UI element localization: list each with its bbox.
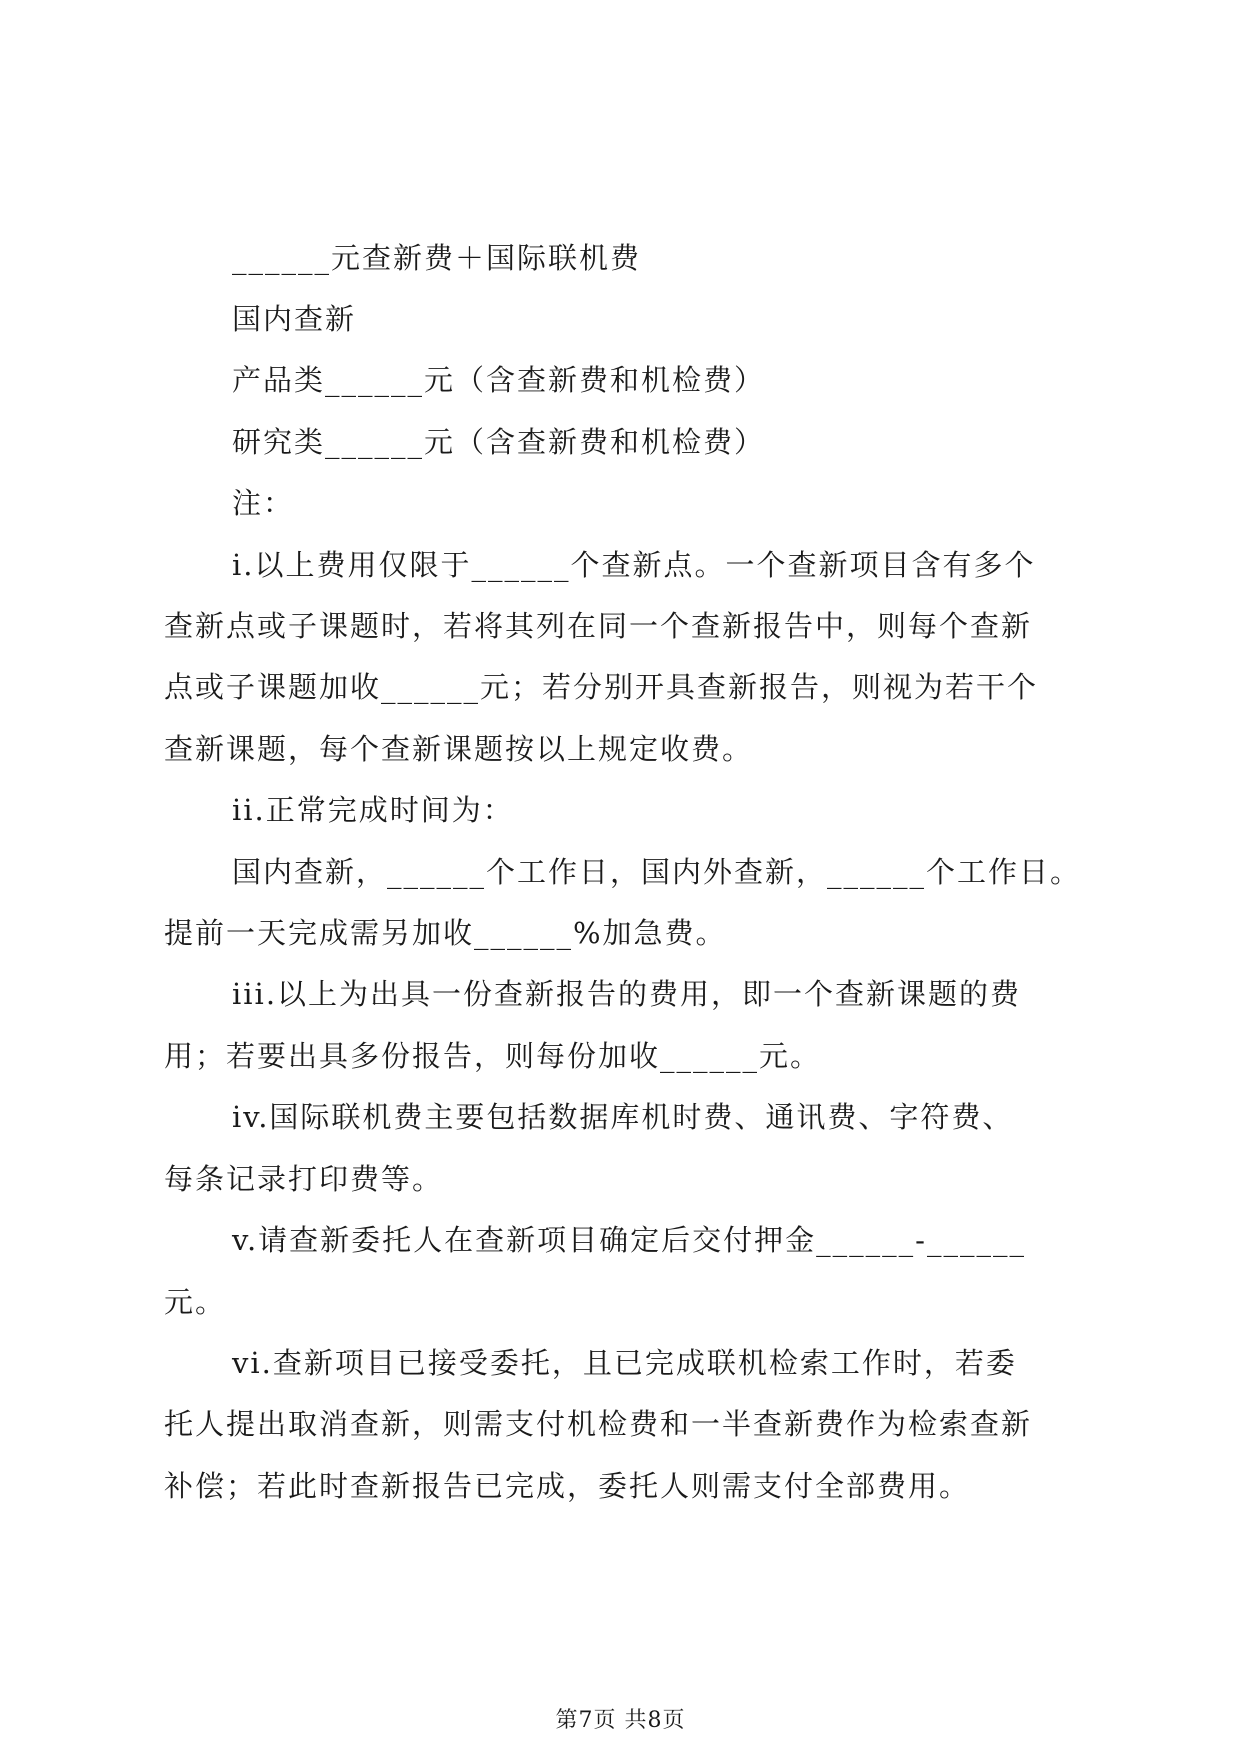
note-i-line-4: 查新课题，每个查新课题按以上规定收费。	[164, 732, 754, 766]
fee-line-research: 研究类______元（含查新费和机检费）	[232, 425, 766, 459]
note-ii-line-3: 提前一天完成需另加收______%加急费。	[164, 916, 727, 950]
note-i-line-3: 点或子课题加收______元；若分别开具查新报告，则视为若干个	[164, 670, 1039, 704]
note-ii-line-1: ii.正常完成时间为：	[232, 793, 514, 827]
note-iii-line-1: iii.以上为出具一份查新报告的费用，即一个查新课题的费	[232, 977, 1022, 1011]
note-iv-line-1: iv.国际联机费主要包括数据库机时费、通讯费、字符费、	[232, 1100, 1014, 1134]
note-v-line-1: v.请查新委托人在查新项目确定后交付押金______-______	[232, 1223, 1026, 1257]
note-vi-line-3: 补偿；若此时查新报告已完成，委托人则需支付全部费用。	[164, 1469, 971, 1503]
note-iii-line-2: 用；若要出具多份报告，则每份加收______元。	[164, 1039, 822, 1073]
note-ii-line-2: 国内查新，______个工作日，国内外查新，______个工作日。	[232, 855, 1082, 889]
page-number-footer: 第7页 共8页	[555, 1708, 686, 1733]
note-i-line-2: 查新点或子课题时，若将其列在同一个查新报告中，则每个查新	[164, 609, 1033, 643]
section-heading-domestic: 国内查新	[232, 302, 357, 336]
note-iv-line-2: 每条记录打印费等。	[164, 1162, 444, 1196]
note-vi-line-1: vi.查新项目已接受委托，且已完成联机检索工作时，若委	[232, 1346, 1017, 1380]
fee-line-international: ______元查新费＋国际联机费	[232, 241, 642, 275]
note-vi-line-2: 托人提出取消查新，则需支付机检费和一半查新费作为检索查新	[164, 1407, 1033, 1441]
note-v-line-2: 元。	[164, 1285, 227, 1319]
note-i-line-1: i.以上费用仅限于______个查新点。一个查新项目含有多个	[232, 548, 1036, 582]
fee-line-product: 产品类______元（含查新费和机检费）	[232, 363, 766, 397]
notes-heading: 注：	[232, 486, 295, 520]
